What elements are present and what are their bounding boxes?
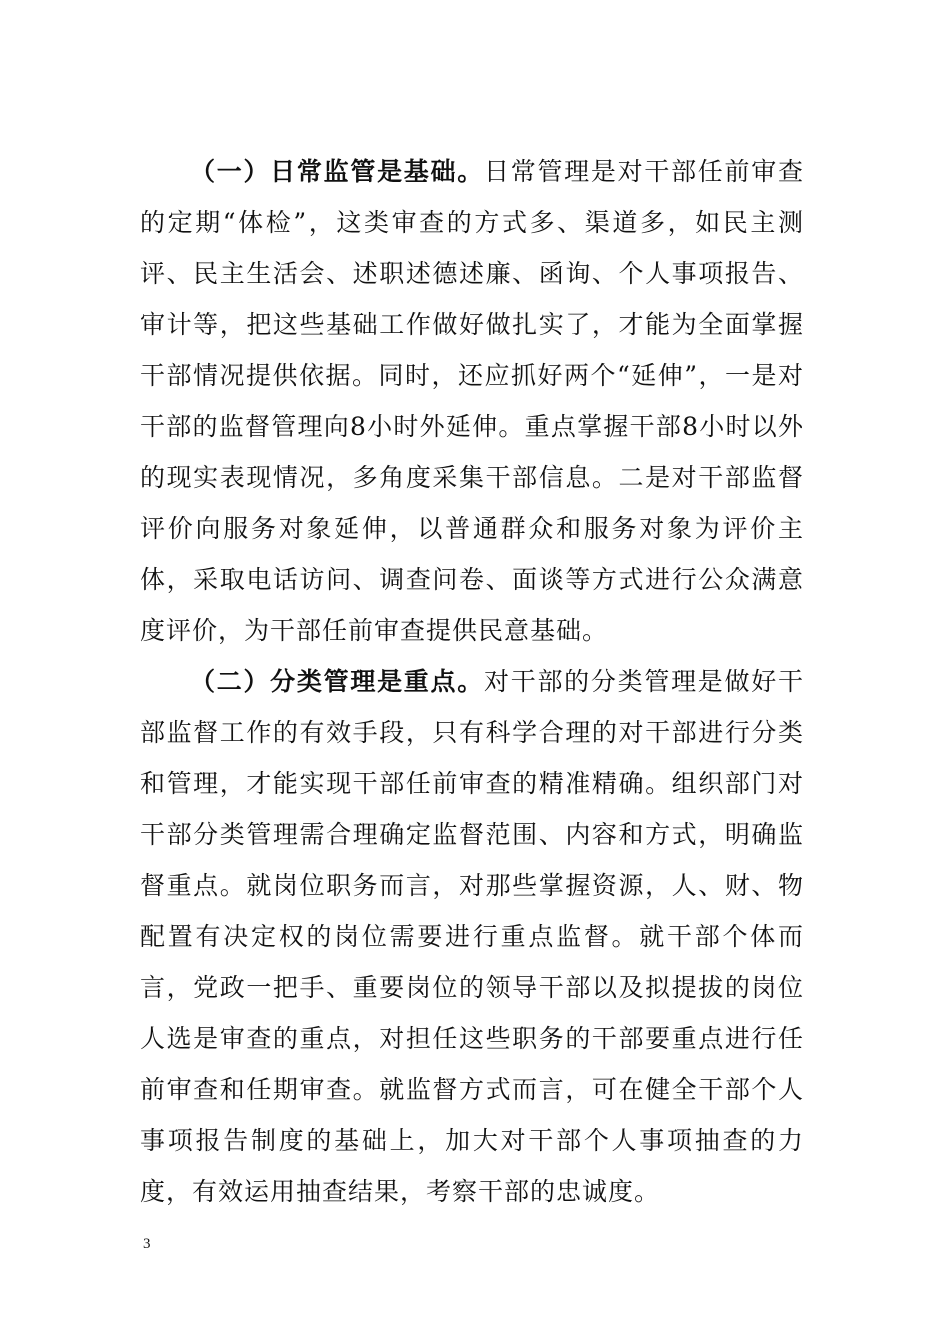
document-body (140, 146, 804, 1217)
paragraph-text-classified-management: 对干部的分类管理是做好干部监督工作的有效手段，只有科学合理的对干部进行分类和管理，才能实现干部任前审查的精准精确。组织部门对干部分类管理需合理确定监督范围、内容和方式，明确监督重点。就岗位职务而言，对那些掌握资源，人、财、物配置有决定权的岗位需要进行重点监督。就干部个体而言，党政一把手、重要岗位的领导干部以及拟提拔的岗位人选是审查的重点，对担任这些职务的干部要重点进行任前审查和任期审查。就监督方式而言，可在健全干部个人事项报告制度的基础上，加大对干部个人事项抽查的力度，有效运用抽查结果，考察干部的忠诚度。 (140, 667, 804, 1206)
paragraph-heading-daily-supervision: （一）日常监管是基础。 (190, 157, 484, 186)
paragraph-daily-supervision (140, 146, 804, 656)
page-number: 3 (143, 1236, 151, 1252)
paragraph-heading-classified-management: （二）分类管理是重点。 (190, 667, 484, 696)
paragraph-classified-management (140, 656, 804, 1217)
paragraph-text-daily-supervision: 日常管理是对干部任前审查的定期“体检”，这类审查的方式多、渠道多，如民主测评、民主生活会、述职述德述廉、函询、个人事项报告、审计等，把这些基础工作做好做扎实了，才能为全面掌握干部情况提供依据。同时，还应抓好两个“延伸”，一是对干部的监督管理向8小时外延伸。重点掌握干部8小时以外的现实表现情况，多角度采集干部信息。二是对干部监督评价向服务对象延伸，以普通群众和服务对象为评价主体，采取电话访问、调查问卷、面谈等方式进行公众满意度评价，为干部任前审查提供民意基础。 (140, 157, 804, 645)
